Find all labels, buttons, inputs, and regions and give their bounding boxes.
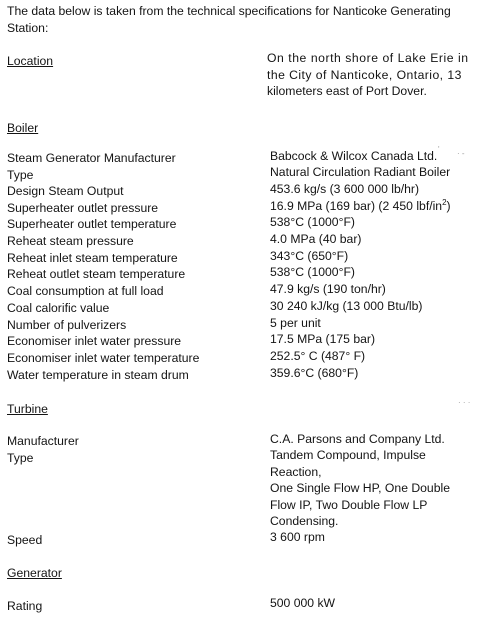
boiler-value: 30 240 kJ/kg (13 000 Btu/lb) (270, 299, 423, 313)
section-heading-boiler: Boiler (7, 121, 39, 135)
turbine-type-line: Flow IP, Two Double Flow LP (270, 497, 428, 512)
turbine-type-label: Type (7, 451, 34, 465)
location-line-2: the City of Nanticoke, Ontario, 13 (267, 67, 462, 82)
generator-rating-label: Rating (7, 599, 43, 613)
section-heading-location: Location (7, 54, 54, 68)
boiler-value: 538°C (1000°F) (270, 215, 355, 229)
boiler-value-text: 16.9 MPa (169 bar) (2 450 lbf/in (270, 199, 443, 213)
boiler-value: 453.6 kg/s (3 600 000 lb/hr) (270, 182, 420, 196)
boiler-label: Coal consumption at full load (7, 284, 164, 298)
boiler-label: Reheat inlet steam temperature (7, 251, 178, 265)
boiler-label: Superheater outlet pressure (7, 201, 159, 215)
boiler-value-suffix: ) (446, 199, 451, 213)
boiler-value: 252.5° C (487° F) (270, 349, 366, 363)
turbine-type-line: Condensing. (270, 514, 339, 528)
intro-line-1: The data below is taken from the technical specifications for Nanticoke Generating (7, 4, 451, 18)
location-line-3: kilometers east of Port Dover. (267, 84, 427, 98)
turbine-manufacturer-value: C.A. Parsons and Company Ltd. (270, 432, 445, 446)
boiler-label: Economiser inlet water pressure (7, 334, 182, 348)
section-heading-generator: Generator (7, 566, 62, 580)
boiler-value: 343°C (650°F) (270, 249, 349, 263)
turbine-type-line: Reaction, (270, 464, 322, 479)
boiler-label: Water temperature in steam drum (7, 368, 189, 382)
boiler-value: Babcock & Wilcox Canada Ltd. (270, 149, 438, 163)
location-value (267, 50, 479, 100)
intro-paragraph (7, 3, 483, 36)
turbine-speed-label: Speed (7, 533, 43, 547)
boiler-label: Superheater outlet temperature (7, 217, 177, 231)
boiler-value (270, 198, 451, 214)
boiler-value: 5 per unit (270, 316, 321, 330)
boiler-label: Type (7, 168, 34, 182)
boiler-value: 47.9 kg/s (190 ton/hr) (270, 282, 386, 296)
boiler-value: 4.0 MPa (40 bar) (270, 232, 362, 246)
boiler-value: 538°C (1000°F) (270, 265, 355, 279)
turbine-type-line: One Single Flow HP, One Double (270, 481, 450, 495)
boiler-label: Number of pulverizers (7, 318, 127, 332)
scan-speck: · - (457, 149, 465, 158)
turbine-type-value (270, 447, 480, 530)
boiler-value: 17.5 MPa (175 bar) (270, 332, 376, 346)
turbine-type-line: Tandem Compound, Impulse (270, 448, 426, 462)
section-heading-turbine: Turbine (7, 402, 48, 416)
boiler-label: Steam Generator Manufacturer (7, 151, 176, 165)
scan-speck: · · · (458, 398, 471, 407)
boiler-label: Reheat outlet steam temperature (7, 267, 186, 281)
location-line-1: On the north shore of Lake Erie in (267, 51, 469, 65)
scan-speck: ' (438, 145, 440, 154)
boiler-label: Reheat steam pressure (7, 234, 134, 248)
turbine-speed-value: 3 600 rpm (270, 530, 325, 544)
boiler-label: Economiser inlet water temperature (7, 351, 200, 365)
generator-rating-value: 500 000 kW (270, 596, 336, 610)
boiler-value: 359.6°C (680°F) (270, 366, 359, 380)
intro-line-2: Station: (7, 20, 49, 35)
boiler-label: Coal calorific value (7, 301, 110, 315)
turbine-manufacturer-label: Manufacturer (7, 434, 79, 448)
boiler-label: Design Steam Output (7, 184, 124, 198)
boiler-value: Natural Circulation Radiant Boiler (270, 165, 451, 179)
superscript: 2 (442, 197, 447, 207)
